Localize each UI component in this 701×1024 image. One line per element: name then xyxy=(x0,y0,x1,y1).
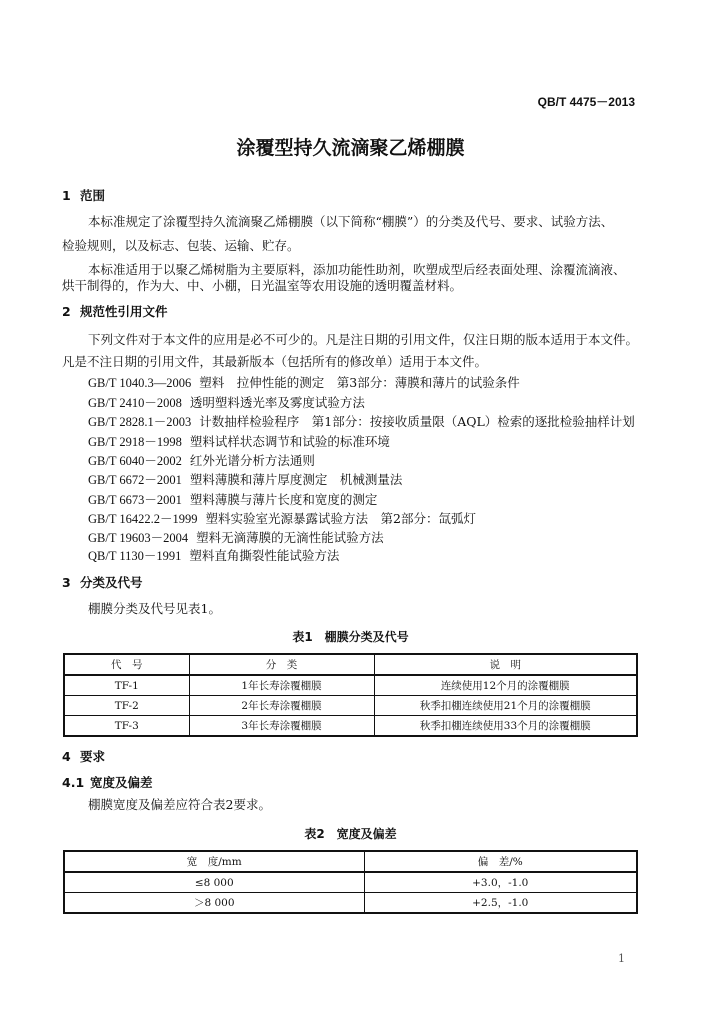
reference-item xyxy=(88,470,402,488)
table-cell: TF-1 xyxy=(64,675,189,696)
reference-code: GB/T 6673－2001 xyxy=(88,493,182,507)
reference-title: 塑料试样状态调节和试验的标准环境 xyxy=(189,434,390,449)
reference-item xyxy=(88,528,384,546)
table-cell: +3.0，-1.0 xyxy=(364,872,637,893)
reference-title: 塑料无滴薄膜的无滴性能试验方法 xyxy=(196,530,384,545)
table-1 xyxy=(63,653,638,737)
paragraph-line: 本标准规定了涂覆型持久流滴聚乙烯棚膜（以下简称“棚膜”）的分类及代号、要求、试验方法、 xyxy=(88,214,614,229)
paragraph-line: 棚膜分类及代号见表1。 xyxy=(88,601,221,616)
section-2-heading xyxy=(62,302,168,320)
reference-code: GB/T 1040.3—2006 xyxy=(88,376,192,390)
paragraph-line: 凡是不注日期的引用文件，其最新版本（包括所有的修改单）适用于本文件。 xyxy=(62,354,488,369)
reference-item xyxy=(88,490,377,508)
reference-code: GB/T 16422.2－1999 xyxy=(88,512,198,526)
reference-title: 塑料 拉伸性能的测定 第3部分：薄膜和薄片的试验条件 xyxy=(199,375,520,390)
reference-item xyxy=(88,546,339,564)
paragraph-line: 检验规则，以及标志、包装、运输、贮存。 xyxy=(62,238,300,253)
table-cell: TF-3 xyxy=(64,716,189,737)
table-header-cell: 分 类 xyxy=(189,654,374,675)
table-cell: 1年长寿涂覆棚膜 xyxy=(189,675,374,696)
standard-code: QB/T 4475－2013 xyxy=(537,95,635,109)
table-row xyxy=(64,893,637,914)
section-title: 要求 xyxy=(80,749,106,764)
section-number: 4 xyxy=(62,749,71,764)
paragraph-line: 下列文件对于本文件的应用是必不可少的。凡是注日期的引用文件，仅注日期的版本适用于本文件。 xyxy=(88,332,639,347)
reference-code: GB/T 2410－2008 xyxy=(88,396,182,410)
reference-item xyxy=(88,509,476,527)
table-cell: 秋季扣棚连续使用21个月的涂覆棚膜 xyxy=(374,696,637,716)
reference-item xyxy=(88,412,635,430)
section-3-heading xyxy=(62,573,143,591)
reference-title: 计数抽样检验程序 第1部分：按接收质量限（AQL）检索的逐批检验抽样计划 xyxy=(199,414,635,429)
table-row xyxy=(64,716,637,737)
table-2-caption: 表2 宽度及偏差 xyxy=(304,827,397,841)
table-header-cell: 偏 差/% xyxy=(364,851,637,872)
reference-item xyxy=(88,432,390,450)
table-row xyxy=(64,675,637,696)
reference-code: GB/T 2918－1998 xyxy=(88,435,182,449)
table-1-caption: 表1 棚膜分类及代号 xyxy=(292,630,409,644)
table-header-cell: 说 明 xyxy=(374,654,637,675)
document-title: 涂覆型持久流滴聚乙烯棚膜 xyxy=(236,137,465,159)
table-cell: TF-2 xyxy=(64,696,189,716)
reference-title: 红外光谱分析方法通则 xyxy=(189,453,315,468)
table-header-cell: 宽 度/mm xyxy=(64,851,364,872)
section-number: 2 xyxy=(62,304,71,319)
section-number: 1 xyxy=(62,188,71,203)
reference-title: 塑料薄膜与薄片长度和宽度的测定 xyxy=(189,492,378,507)
reference-item xyxy=(88,373,520,391)
section-number: 3 xyxy=(62,575,71,590)
section-title: 规范性引用文件 xyxy=(80,304,168,319)
reference-title: 塑料直角撕裂性能试验方法 xyxy=(189,548,340,563)
reference-title: 塑料实验室光源暴露试验方法 第2部分：氙弧灯 xyxy=(205,511,476,526)
table-cell: ＞8 000 xyxy=(64,893,364,914)
table-cell: 2年长寿涂覆棚膜 xyxy=(189,696,374,716)
reference-code: GB/T 6040－2002 xyxy=(88,454,182,468)
reference-title: 塑料薄膜和薄片厚度测定 机械测量法 xyxy=(189,472,403,487)
reference-code: GB/T 2828.1－2003 xyxy=(88,415,192,429)
table-cell: 3年长寿涂覆棚膜 xyxy=(189,716,374,737)
table-header-cell: 代 号 xyxy=(64,654,189,675)
reference-code: GB/T 19603－2004 xyxy=(88,531,189,545)
reference-title: 透明塑料透光率及雾度试验方法 xyxy=(189,395,365,410)
table-cell: 秋季扣棚连续使用33个月的涂覆棚膜 xyxy=(374,716,637,737)
table-2 xyxy=(63,850,638,914)
section-1-heading xyxy=(62,186,105,204)
paragraph-line: 棚膜宽度及偏差应符合表2要求。 xyxy=(88,797,271,812)
table-row xyxy=(64,872,637,893)
subsection-4-1-heading xyxy=(62,773,153,791)
paragraph-line: 本标准适用于以聚乙烯树脂为主要原料，添加功能性助剂，吹塑成型后经表面处理、涂覆流滴液、 xyxy=(88,262,626,277)
table-cell: +2.5，-1.0 xyxy=(364,893,637,914)
reference-code: QB/T 1130－1991 xyxy=(88,549,182,563)
section-title: 分类及代号 xyxy=(80,575,143,590)
table-row xyxy=(64,696,637,716)
reference-item xyxy=(88,451,315,469)
section-4-heading xyxy=(62,747,105,765)
section-title: 范围 xyxy=(80,188,106,203)
paragraph-line: 烘干制得的，作为大、中、小棚，日光温室等农用设施的透明覆盖材料。 xyxy=(62,278,463,293)
table-header-row xyxy=(64,851,637,872)
subsection-title: 宽度及偏差 xyxy=(90,775,153,790)
subsection-number: 4.1 xyxy=(62,775,85,790)
table-cell: 连续使用12个月的涂覆棚膜 xyxy=(374,675,637,696)
table-header-row xyxy=(64,654,637,675)
page-number: 1 xyxy=(618,952,625,965)
reference-item xyxy=(88,393,365,411)
reference-code: GB/T 6672－2001 xyxy=(88,473,182,487)
table-cell: ≤8 000 xyxy=(64,872,364,893)
